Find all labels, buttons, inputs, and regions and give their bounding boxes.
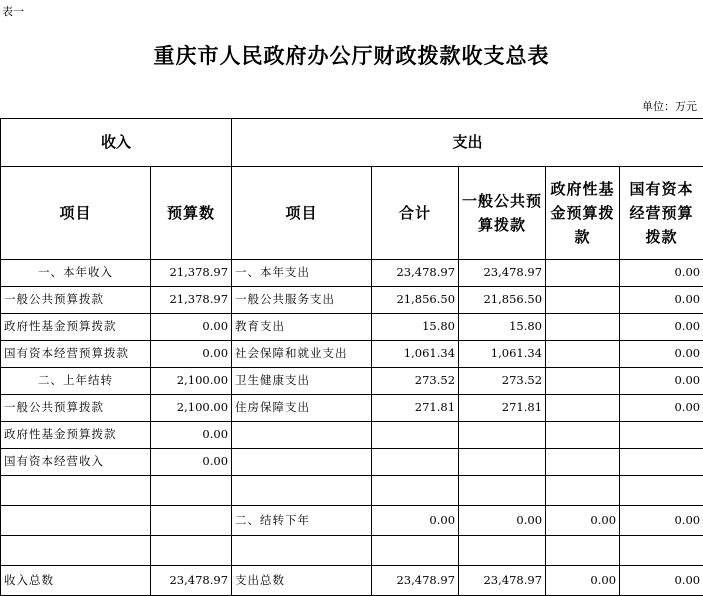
table-row bbox=[1, 287, 703, 314]
general-cell bbox=[459, 476, 546, 506]
income-item-cell: 一、本年收入 bbox=[1, 260, 151, 287]
expense-item-cell: 支出总数 bbox=[232, 566, 372, 596]
income-item-cell: 国有资本经营收入 bbox=[1, 449, 151, 476]
fund-cell bbox=[546, 341, 620, 368]
col-income-item: 项目 bbox=[1, 167, 151, 260]
income-item-cell: 政府性基金预算拨款 bbox=[1, 422, 151, 449]
unit-label: 单位：万元 bbox=[642, 98, 697, 114]
income-amount-cell: 2,100.00 bbox=[151, 368, 232, 395]
total-cell: 271.81 bbox=[372, 395, 459, 422]
state-capital-cell: 0.00 bbox=[620, 314, 703, 341]
income-amount-cell: 0.00 bbox=[151, 314, 232, 341]
table-row bbox=[1, 566, 703, 596]
state-capital-cell bbox=[620, 449, 703, 476]
state-capital-cell bbox=[620, 476, 703, 506]
total-cell: 273.52 bbox=[372, 368, 459, 395]
fund-cell bbox=[546, 260, 620, 287]
col-state-capital: 国有资本经营预算拨款 bbox=[620, 167, 703, 260]
income-item-cell bbox=[1, 506, 151, 536]
income-item-cell: 收入总数 bbox=[1, 566, 151, 596]
total-cell bbox=[372, 422, 459, 449]
total-cell: 15.80 bbox=[372, 314, 459, 341]
state-capital-cell: 0.00 bbox=[620, 260, 703, 287]
table-row bbox=[1, 341, 703, 368]
table-row bbox=[1, 368, 703, 395]
expense-item-cell: 卫生健康支出 bbox=[232, 368, 372, 395]
income-amount-cell: 21,378.97 bbox=[151, 260, 232, 287]
income-item-cell: 政府性基金预算拨款 bbox=[1, 314, 151, 341]
state-capital-cell bbox=[620, 536, 703, 566]
general-cell bbox=[459, 449, 546, 476]
general-cell: 271.81 bbox=[459, 395, 546, 422]
page-title: 重庆市人民政府办公厅财政拨款收支总表 bbox=[0, 40, 703, 70]
income-item-cell: 一般公共预算拨款 bbox=[1, 287, 151, 314]
total-cell: 23,478.97 bbox=[372, 260, 459, 287]
state-capital-cell: 0.00 bbox=[620, 395, 703, 422]
fund-cell bbox=[546, 314, 620, 341]
state-capital-cell: 0.00 bbox=[620, 368, 703, 395]
general-cell: 273.52 bbox=[459, 368, 546, 395]
income-item-cell: 二、上年结转 bbox=[1, 368, 151, 395]
table-row bbox=[1, 395, 703, 422]
table-row bbox=[1, 422, 703, 449]
fund-cell bbox=[546, 287, 620, 314]
general-cell: 15.80 bbox=[459, 314, 546, 341]
income-amount-cell bbox=[151, 506, 232, 536]
col-fund: 政府性基金预算拨款 bbox=[546, 167, 620, 260]
fund-cell bbox=[546, 395, 620, 422]
general-cell: 23,478.97 bbox=[459, 566, 546, 596]
state-capital-cell: 0.00 bbox=[620, 506, 703, 536]
table-row bbox=[1, 476, 703, 506]
general-cell: 0.00 bbox=[459, 506, 546, 536]
general-cell: 1,061.34 bbox=[459, 341, 546, 368]
col-general: 一般公共预算拨款 bbox=[459, 167, 546, 260]
budget-table bbox=[0, 118, 703, 596]
general-cell bbox=[459, 422, 546, 449]
income-item-cell bbox=[1, 476, 151, 506]
total-cell: 1,061.34 bbox=[372, 341, 459, 368]
table-row bbox=[1, 260, 703, 287]
col-total: 合计 bbox=[372, 167, 459, 260]
general-cell: 23,478.97 bbox=[459, 260, 546, 287]
total-cell bbox=[372, 536, 459, 566]
expense-item-cell: 住房保障支出 bbox=[232, 395, 372, 422]
expense-header: 支出 bbox=[232, 119, 703, 167]
state-capital-cell bbox=[620, 422, 703, 449]
table-row bbox=[1, 449, 703, 476]
expense-item-cell: 二、结转下年 bbox=[232, 506, 372, 536]
state-capital-cell: 0.00 bbox=[620, 341, 703, 368]
col-income-budget: 预算数 bbox=[151, 167, 232, 260]
expense-item-cell bbox=[232, 476, 372, 506]
income-amount-cell: 0.00 bbox=[151, 449, 232, 476]
expense-item-cell bbox=[232, 422, 372, 449]
expense-item-cell: 教育支出 bbox=[232, 314, 372, 341]
income-amount-cell: 2,100.00 bbox=[151, 395, 232, 422]
table-row bbox=[1, 314, 703, 341]
income-item-cell: 一般公共预算拨款 bbox=[1, 395, 151, 422]
income-amount-cell: 23,478.97 bbox=[151, 566, 232, 596]
expense-item-cell: 一般公共服务支出 bbox=[232, 287, 372, 314]
income-item-cell: 国有资本经营预算拨款 bbox=[1, 341, 151, 368]
general-cell bbox=[459, 536, 546, 566]
general-cell: 21,856.50 bbox=[459, 287, 546, 314]
expense-item-cell: 社会保障和就业支出 bbox=[232, 341, 372, 368]
income-header: 收入 bbox=[1, 119, 232, 167]
fund-cell: 0.00 bbox=[546, 566, 620, 596]
expense-item-cell bbox=[232, 449, 372, 476]
state-capital-cell: 0.00 bbox=[620, 287, 703, 314]
total-cell bbox=[372, 449, 459, 476]
income-amount-cell bbox=[151, 476, 232, 506]
income-amount-cell bbox=[151, 536, 232, 566]
col-expense-item: 项目 bbox=[232, 167, 372, 260]
total-cell: 23,478.97 bbox=[372, 566, 459, 596]
fund-cell: 0.00 bbox=[546, 506, 620, 536]
expense-item-cell: 一、本年支出 bbox=[232, 260, 372, 287]
income-amount-cell: 0.00 bbox=[151, 422, 232, 449]
fund-cell bbox=[546, 422, 620, 449]
fund-cell bbox=[546, 368, 620, 395]
table-row bbox=[1, 506, 703, 536]
total-cell: 21,856.50 bbox=[372, 287, 459, 314]
total-cell: 0.00 bbox=[372, 506, 459, 536]
table-row bbox=[1, 536, 703, 566]
income-amount-cell: 21,378.97 bbox=[151, 287, 232, 314]
income-amount-cell: 0.00 bbox=[151, 341, 232, 368]
fund-cell bbox=[546, 476, 620, 506]
total-cell bbox=[372, 476, 459, 506]
expense-item-cell bbox=[232, 536, 372, 566]
fund-cell bbox=[546, 536, 620, 566]
table-tag: 表一 bbox=[2, 3, 24, 19]
income-item-cell bbox=[1, 536, 151, 566]
fund-cell bbox=[546, 449, 620, 476]
state-capital-cell: 0.00 bbox=[620, 566, 703, 596]
